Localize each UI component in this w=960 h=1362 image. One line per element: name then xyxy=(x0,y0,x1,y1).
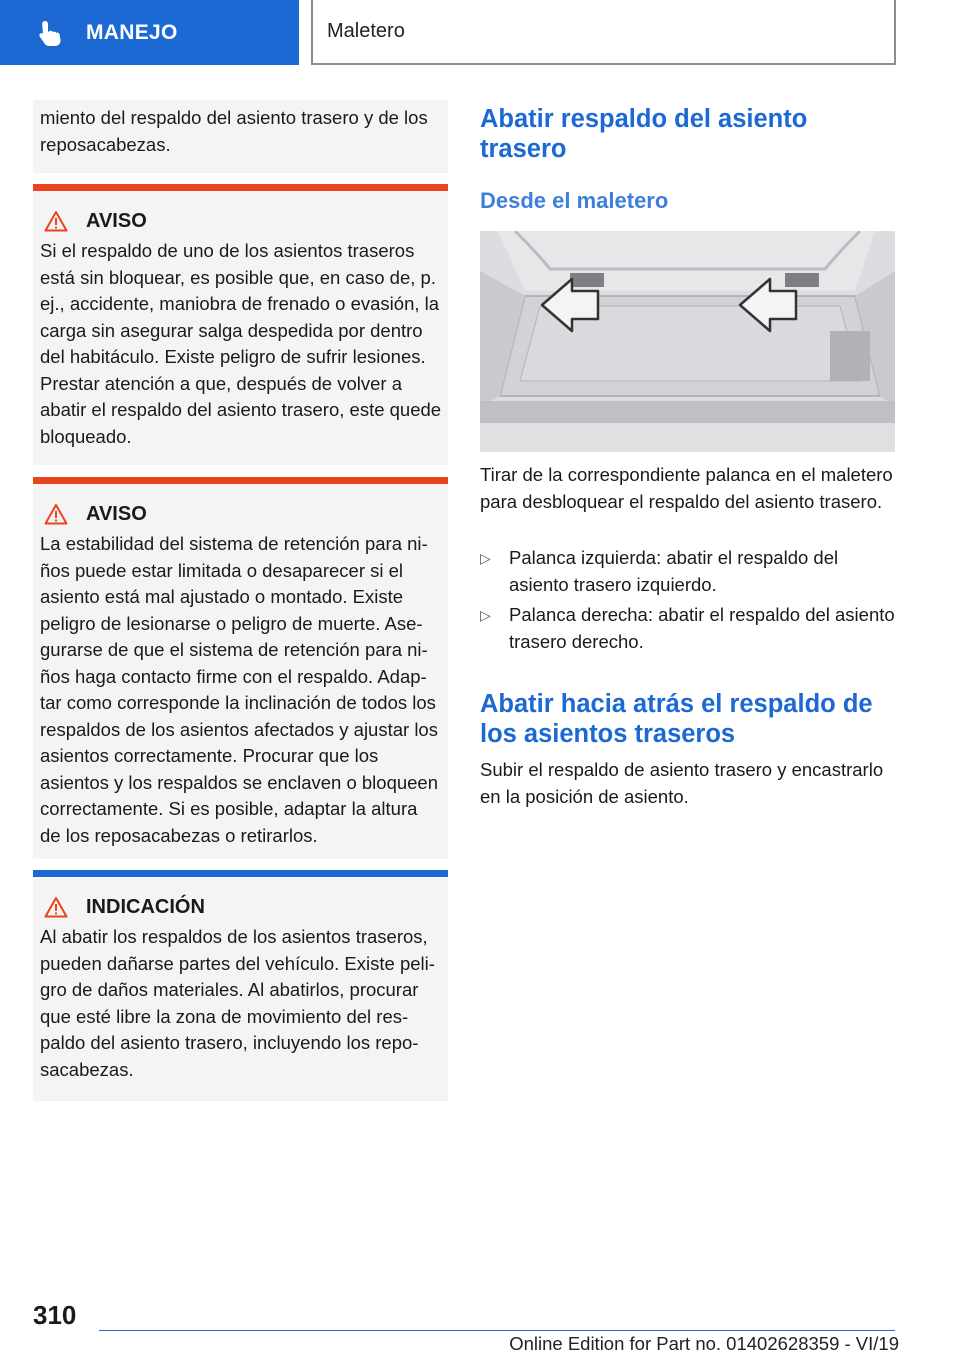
warning-triangle-icon xyxy=(44,896,68,918)
indication-bar xyxy=(33,870,448,877)
notice-header xyxy=(40,499,442,529)
warning-triangle-icon xyxy=(44,503,68,525)
notice-title: AVISO xyxy=(86,502,147,525)
section-tab[interactable] xyxy=(0,0,299,65)
notice-text: Al abatir los respaldos de los asientos traseros, pueden dañarse partes del vehículo. Existe peligro de daños materiales. Al abatirlos, procurar que esté libre la zona de movimiento del respaldo del asiento trasero, incluyendo los reposacabezas. xyxy=(40,926,435,1080)
list-item-text: Palanca derecha: abatir el respaldo del asiento trasero derecho. xyxy=(509,604,895,652)
instruction-text: Tirar de la correspondiente palanca en el maletero para desbloquear el respaldo del asiento trasero. xyxy=(480,464,893,512)
notice-header xyxy=(40,892,442,922)
list-item-text: Palanca izquierda: abatir el respaldo del asiento trasero izquierdo. xyxy=(509,547,839,595)
section-heading: Abatir hacia atrás el respaldo de los asientos traseros xyxy=(480,690,873,748)
subheading: Desde el maletero xyxy=(480,188,669,213)
bullet-triangle-icon: ▷ xyxy=(480,607,491,623)
list-item xyxy=(480,545,898,598)
continuation-text: miento del respaldo del asiento trasero y de los reposacabezas. xyxy=(40,107,428,155)
section-heading: Abatir respaldo del asiento trasero xyxy=(480,105,808,163)
warning-notice-2 xyxy=(33,477,448,859)
notice-header xyxy=(40,206,442,236)
trunk-illustration xyxy=(480,231,895,452)
notice-title: INDICACIÓN xyxy=(86,895,205,918)
list-item xyxy=(480,602,898,655)
trunk-drawing xyxy=(480,231,895,452)
bullet-triangle-icon: ▷ xyxy=(480,550,491,566)
footer-rule xyxy=(99,1330,895,1331)
warning-notice-1 xyxy=(33,184,448,465)
page-number: 310 xyxy=(33,1300,77,1330)
warning-bar xyxy=(33,184,448,191)
indication-notice xyxy=(33,870,448,1101)
warning-bar xyxy=(33,477,448,484)
continuation-box xyxy=(33,100,448,173)
section-title: MANEJO xyxy=(86,20,178,44)
warning-triangle-icon xyxy=(44,210,68,232)
edition-note: Online Edition for Part no. 01402628359 - VI/19 xyxy=(509,1333,899,1354)
section-text: Subir el respaldo de asiento trasero y encastrarlo en la posición de asiento. xyxy=(480,759,884,807)
chapter-title: Maletero xyxy=(327,20,405,42)
notice-text: Si el respaldo de uno de los asientos traseros está sin bloquear, es posible que, en caso de, p. ej., accidente, maniobra de frenado o evasión, la carga sin asegurar salga despedida por dentro del habitáculo. Existe peligro de sufrir lesiones. Prestar atención a que, después de volver a abatir el respaldo del asiento trasero, este quede bloqueado. xyxy=(40,240,442,447)
chapter-header xyxy=(311,0,896,65)
notice-title: AVISO xyxy=(86,209,147,232)
notice-text: La estabilidad del sistema de retención para niños puede estar limitada o desaparecer si el asiento está mal ajustado o montado. Existe peligro de lesionarse o peligro de muerte. Asegurarse de que el sistema de retención para niños haga contacto firme con el respaldo. Adaptar como corresponde la inclinación de todos los respaldos de los asientos afectados y ajustar los asientos correctamente. Procurar que los asientos y los respaldos se enclaven o bloqueen correctamente. Si es posible, adaptar la altura de los reposacabezas o retirarlos. xyxy=(40,533,439,846)
hand-pointer-icon xyxy=(36,18,66,48)
